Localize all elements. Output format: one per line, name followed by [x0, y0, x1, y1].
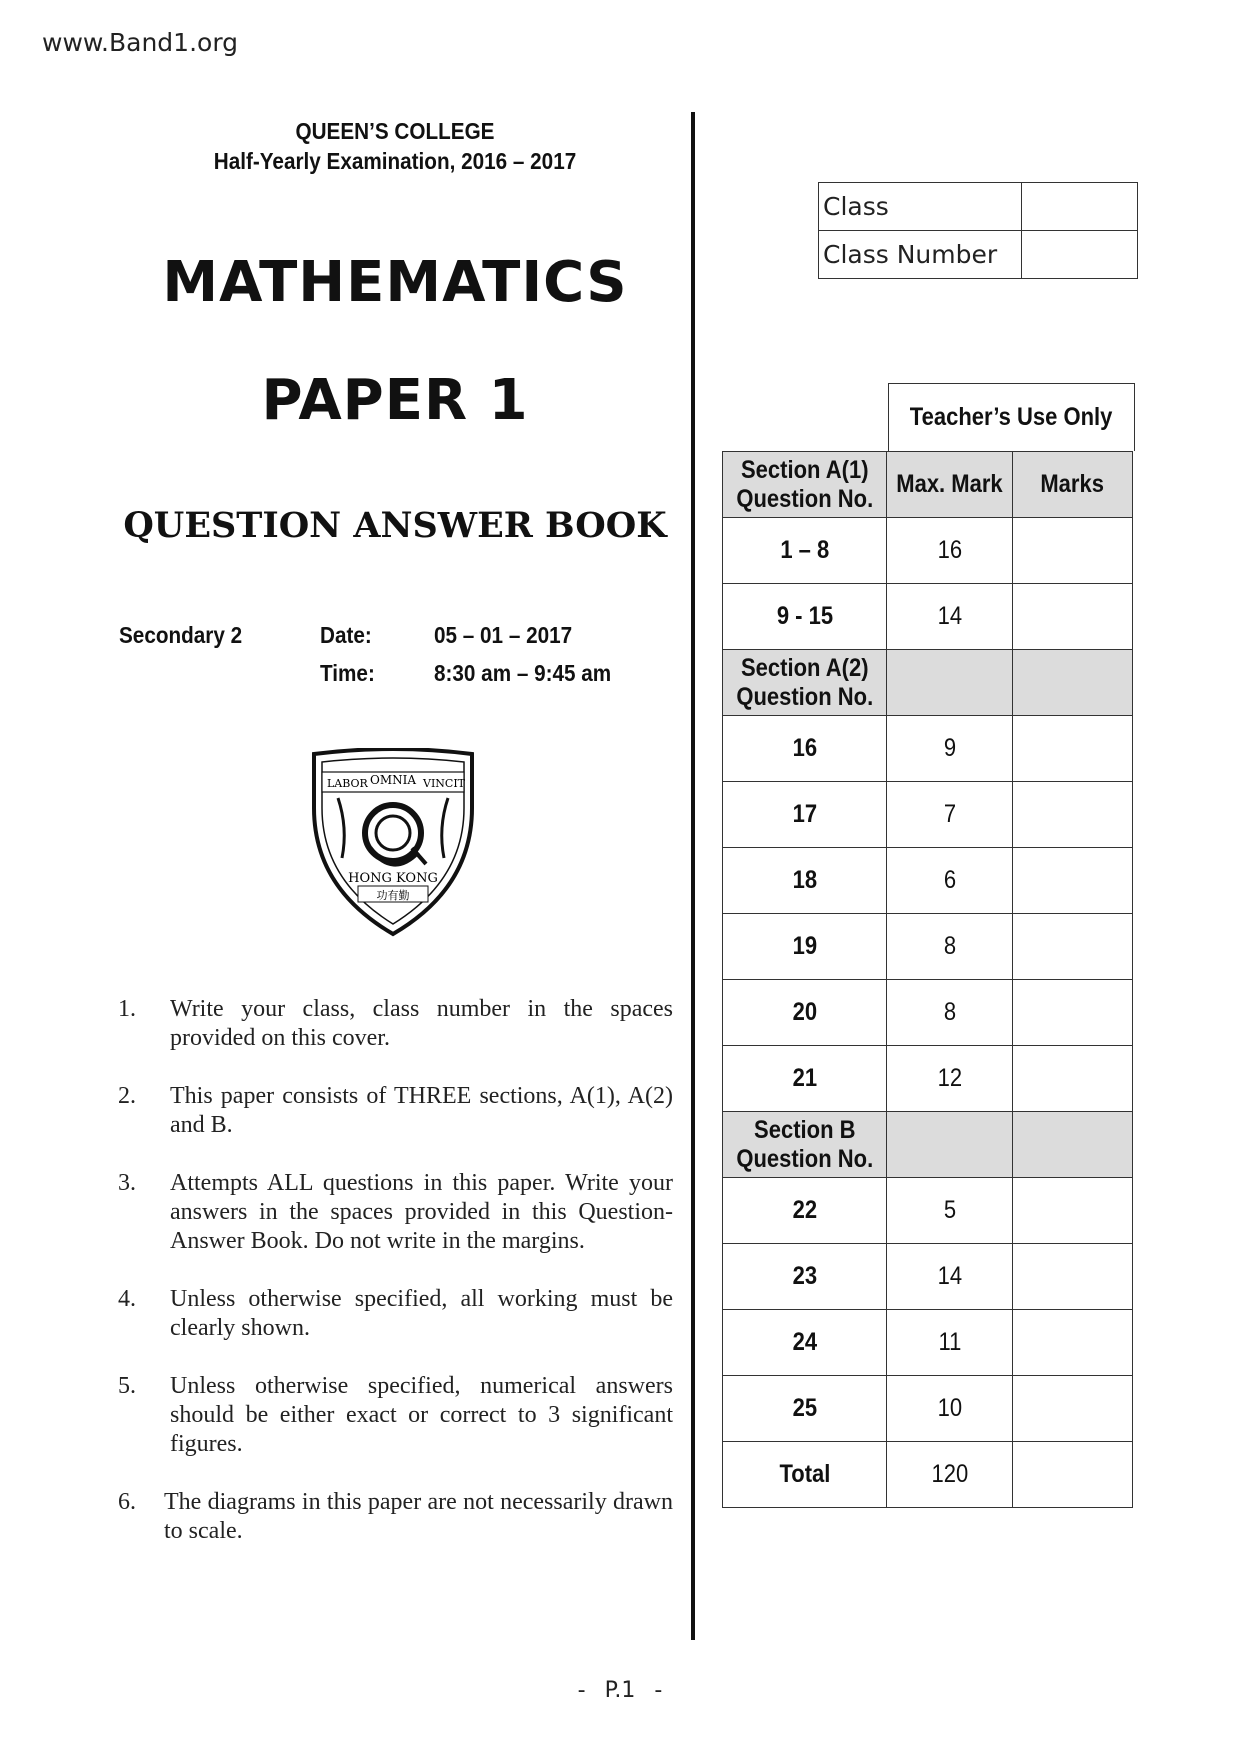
marks-field[interactable]: [1013, 518, 1133, 584]
table-row: [723, 584, 1133, 650]
marks-field[interactable]: [1013, 716, 1133, 782]
book-title: QUESTION ANSWER BOOK: [123, 505, 667, 546]
marks-field[interactable]: [1013, 914, 1133, 980]
instruction-item: 3. Attempts ALL questions in this paper. Write your answers in the spaces provided in this Question-Answer Book. Do not write in the margins.: [118, 1170, 673, 1254]
vertical-divider: [691, 112, 695, 1640]
max-mark: 8: [887, 980, 1013, 1046]
max-mark: 7: [887, 782, 1013, 848]
table-row: [723, 848, 1133, 914]
table-row: [723, 782, 1133, 848]
max-mark: 14: [887, 584, 1013, 650]
class-info-table: [818, 182, 1138, 279]
exam-title: Half-Yearly Examination, 2016 – 2017: [213, 148, 577, 174]
time-label: Time:: [320, 660, 375, 686]
college-name: QUEEN’S COLLEGE: [295, 118, 495, 144]
total-label: Total: [723, 1442, 887, 1508]
date-label: Date:: [320, 622, 372, 648]
instruction-item: 5. Unless otherwise specified, numerical answers should be either exact or correct to 3 significant figures.: [118, 1373, 673, 1457]
question-no: 20: [723, 980, 887, 1046]
question-no: 21: [723, 1046, 887, 1112]
marks-field[interactable]: [1013, 782, 1133, 848]
crest-motto-center: OMNIA: [370, 773, 417, 787]
question-no: 25: [723, 1376, 887, 1442]
question-no: 16: [723, 716, 887, 782]
crest-motto-left: LABOR: [327, 777, 368, 790]
max-mark-header: Max. Mark: [887, 452, 1013, 518]
watermark-url: www.Band1.org: [42, 28, 239, 57]
max-mark: 9: [887, 716, 1013, 782]
marks-field[interactable]: [1013, 1310, 1133, 1376]
paper-title: PAPER 1: [261, 368, 529, 433]
crest-place: HONG KONG: [348, 871, 438, 886]
table-row: [723, 1310, 1133, 1376]
marks-field[interactable]: [1013, 584, 1133, 650]
table-row: [723, 518, 1133, 584]
table-row: [723, 1178, 1133, 1244]
instructions-list: [118, 995, 673, 1546]
date-value: 05 – 01 – 2017: [434, 622, 573, 648]
crest-chinese: 功有勤: [376, 889, 410, 902]
question-no: 1 – 8: [723, 518, 887, 584]
question-no: 19: [723, 914, 887, 980]
marks-header: Marks: [1013, 452, 1133, 518]
marks-field[interactable]: [1013, 1178, 1133, 1244]
instruction-item: 2. This paper consists of THREE sections, A(1), A(2) and B.: [118, 1083, 673, 1138]
class-number-label: Class Number: [819, 231, 1022, 279]
marks-field[interactable]: [1013, 848, 1133, 914]
instruction-item: 6. The diagrams in this paper are not necessarily drawn to scale.: [118, 1489, 673, 1544]
table-row: [723, 1376, 1133, 1442]
table-row: [723, 980, 1133, 1046]
question-no: 9 - 15: [723, 584, 887, 650]
max-mark: 16: [887, 518, 1013, 584]
table-row: [723, 914, 1133, 980]
question-no: 17: [723, 782, 887, 848]
class-label: Class: [819, 183, 1022, 231]
question-no: 24: [723, 1310, 887, 1376]
max-mark: 6: [887, 848, 1013, 914]
max-mark: 14: [887, 1244, 1013, 1310]
section-a2-header: Section A(2) Question No.: [723, 650, 887, 716]
question-no: 22: [723, 1178, 887, 1244]
question-no: 23: [723, 1244, 887, 1310]
time-value: 8:30 am – 9:45 am: [434, 660, 612, 686]
marks-table: [722, 451, 1133, 1508]
class-field[interactable]: [1022, 183, 1138, 231]
total-marks-field[interactable]: [1013, 1442, 1133, 1508]
marks-field[interactable]: [1013, 1244, 1133, 1310]
max-mark: 5: [887, 1178, 1013, 1244]
total-max-mark: 120: [887, 1442, 1013, 1508]
max-mark: 11: [887, 1310, 1013, 1376]
table-row: [723, 1046, 1133, 1112]
marks-field[interactable]: [1013, 980, 1133, 1046]
section-b-header: Section B Question No.: [723, 1112, 887, 1178]
crest-motto-right: VINCIT: [423, 777, 466, 790]
level-label: Secondary 2: [119, 622, 243, 648]
table-row: [723, 1244, 1133, 1310]
question-no: 18: [723, 848, 887, 914]
instruction-item: 1. Write your class, class number in the spaces provided on this cover.: [118, 996, 673, 1051]
max-mark: 8: [887, 914, 1013, 980]
college-crest-icon: [308, 748, 478, 938]
section-a1-header: Section A(1) Question No.: [723, 452, 887, 518]
table-row-total: [723, 1442, 1133, 1508]
instruction-item: 4. Unless otherwise specified, all working must be clearly shown.: [118, 1286, 673, 1341]
class-number-field[interactable]: [1022, 231, 1138, 279]
table-row: [723, 716, 1133, 782]
marks-field[interactable]: [1013, 1376, 1133, 1442]
marks-field[interactable]: [1013, 1046, 1133, 1112]
max-mark: 12: [887, 1046, 1013, 1112]
teacher-use-header: Teacher’s Use Only: [888, 383, 1135, 451]
page-number: - P.1 -: [577, 1678, 663, 1703]
subject-title: MATHEMATICS: [162, 250, 628, 315]
max-mark: 10: [887, 1376, 1013, 1442]
